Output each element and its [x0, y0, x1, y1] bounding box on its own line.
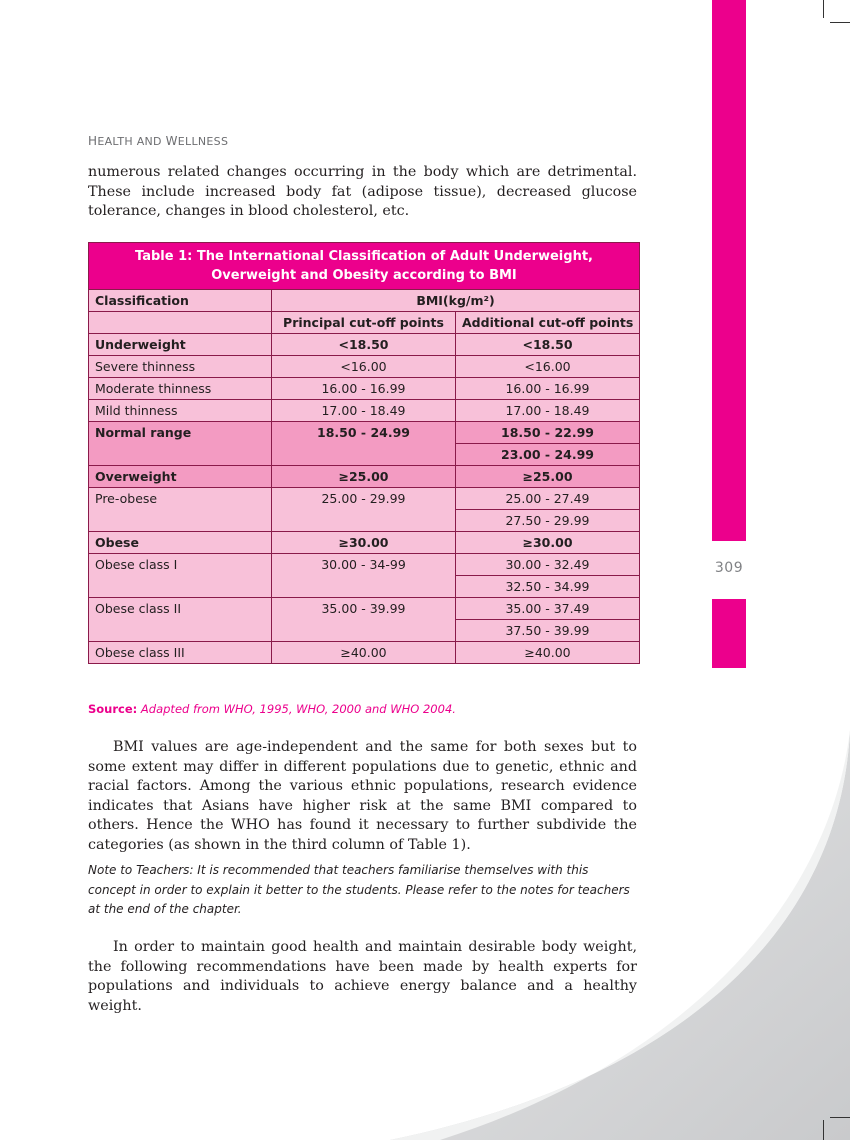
crop-mark [823, 0, 824, 18]
table-row [89, 598, 640, 620]
additional-value: 37.50 - 39.99 [456, 620, 640, 642]
additional-value: 30.00 - 32.49 [456, 554, 640, 576]
bmi-classification-table [88, 242, 640, 664]
additional-value: ≥25.00 [456, 466, 640, 488]
source-text: Adapted from WHO, 1995, WHO, 2000 and WHO 2004. [137, 702, 456, 716]
row-label: Underweight [89, 334, 272, 356]
row-label: Obese class II [89, 598, 272, 642]
header-bmi: BMI(kg/m²) [272, 290, 640, 312]
header-empty-cell [89, 312, 272, 334]
principal-value: 16.00 - 16.99 [272, 378, 456, 400]
additional-value: 25.00 - 27.49 [456, 488, 640, 510]
side-accent-bar [712, 0, 746, 541]
crop-mark [830, 1117, 850, 1118]
table-row [89, 466, 640, 488]
additional-value: 17.00 - 18.49 [456, 400, 640, 422]
crop-mark [823, 1120, 824, 1140]
row-label: Obese class III [89, 642, 272, 664]
row-label: Moderate thinness [89, 378, 272, 400]
additional-value: <16.00 [456, 356, 640, 378]
table-row [89, 488, 640, 510]
additional-value: 23.00 - 24.99 [456, 444, 640, 466]
page-number: 309 [714, 560, 744, 576]
additional-value: 32.50 - 34.99 [456, 576, 640, 598]
row-label: Overweight [89, 466, 272, 488]
additional-value: 35.00 - 37.49 [456, 598, 640, 620]
principal-value: ≥40.00 [272, 642, 456, 664]
table-title: Table 1: The International Classification of Adult Underweight, Overweight and Obesity according to BMI [89, 243, 640, 290]
principal-value: <16.00 [272, 356, 456, 378]
side-accent-bar [712, 599, 746, 668]
row-label: Mild thinness [89, 400, 272, 422]
principal-value: 25.00 - 29.99 [272, 488, 456, 532]
row-label: Normal range [89, 422, 272, 466]
bmi-paragraph: BMI values are age-independent and the same for both sexes but to some extent may differ in different populations due to genetic, ethnic and racial factors. Among the various ethnic populations, research evidence indicates that Asians have higher risk at the same BMI compared to others. Hence the WHO has found it necessary to further subdivide the categories (as shown in the third column of Table 1). [88, 739, 637, 853]
principal-value: 35.00 - 39.99 [272, 598, 456, 642]
table-row [89, 554, 640, 576]
table-row [89, 356, 640, 378]
closing-paragraph: In order to maintain good health and maintain desirable body weight, the following recommendations have been made by health experts for populations and individuals to achieve energy balance and a healthy weight. [88, 939, 637, 1014]
row-label: Pre-obese [89, 488, 272, 532]
header-additional: Additional cut-off points [456, 312, 640, 334]
running-head: HEALTH AND WELLNESS [88, 134, 229, 148]
additional-value: ≥40.00 [456, 642, 640, 664]
header-principal: Principal cut-off points [272, 312, 456, 334]
principal-value: ≥25.00 [272, 466, 456, 488]
additional-value: ≥30.00 [456, 532, 640, 554]
note-to-teachers: Note to Teachers: It is recommended that teachers familiarise themselves with this concept in order to explain it better to the students. Please refer to the notes for teachers at the end of the chapter. [88, 863, 630, 916]
principal-value: 30.00 - 34-99 [272, 554, 456, 598]
table-row [89, 642, 640, 664]
additional-value: 16.00 - 16.99 [456, 378, 640, 400]
intro-paragraph: numerous related changes occurring in the body which are detrimental. These include increased body fat (adipose tissue), decreased glucose tolerance, changes in blood cholesterol, etc. [88, 164, 637, 220]
principal-value: ≥30.00 [272, 532, 456, 554]
crop-mark [830, 22, 850, 23]
source-label: Source: [88, 702, 138, 716]
additional-value: 27.50 - 29.99 [456, 510, 640, 532]
table-row [89, 378, 640, 400]
table-row [89, 532, 640, 554]
additional-value: <18.50 [456, 334, 640, 356]
row-label: Obese [89, 532, 272, 554]
principal-value: 17.00 - 18.49 [272, 400, 456, 422]
table-row [89, 334, 640, 356]
principal-value: <18.50 [272, 334, 456, 356]
header-classification: Classification [89, 290, 272, 312]
principal-value: 18.50 - 24.99 [272, 422, 456, 466]
additional-value: 18.50 - 22.99 [456, 422, 640, 444]
table-row [89, 422, 640, 444]
table-row [89, 400, 640, 422]
table-source [88, 702, 456, 716]
row-label: Severe thinness [89, 356, 272, 378]
row-label: Obese class I [89, 554, 272, 598]
